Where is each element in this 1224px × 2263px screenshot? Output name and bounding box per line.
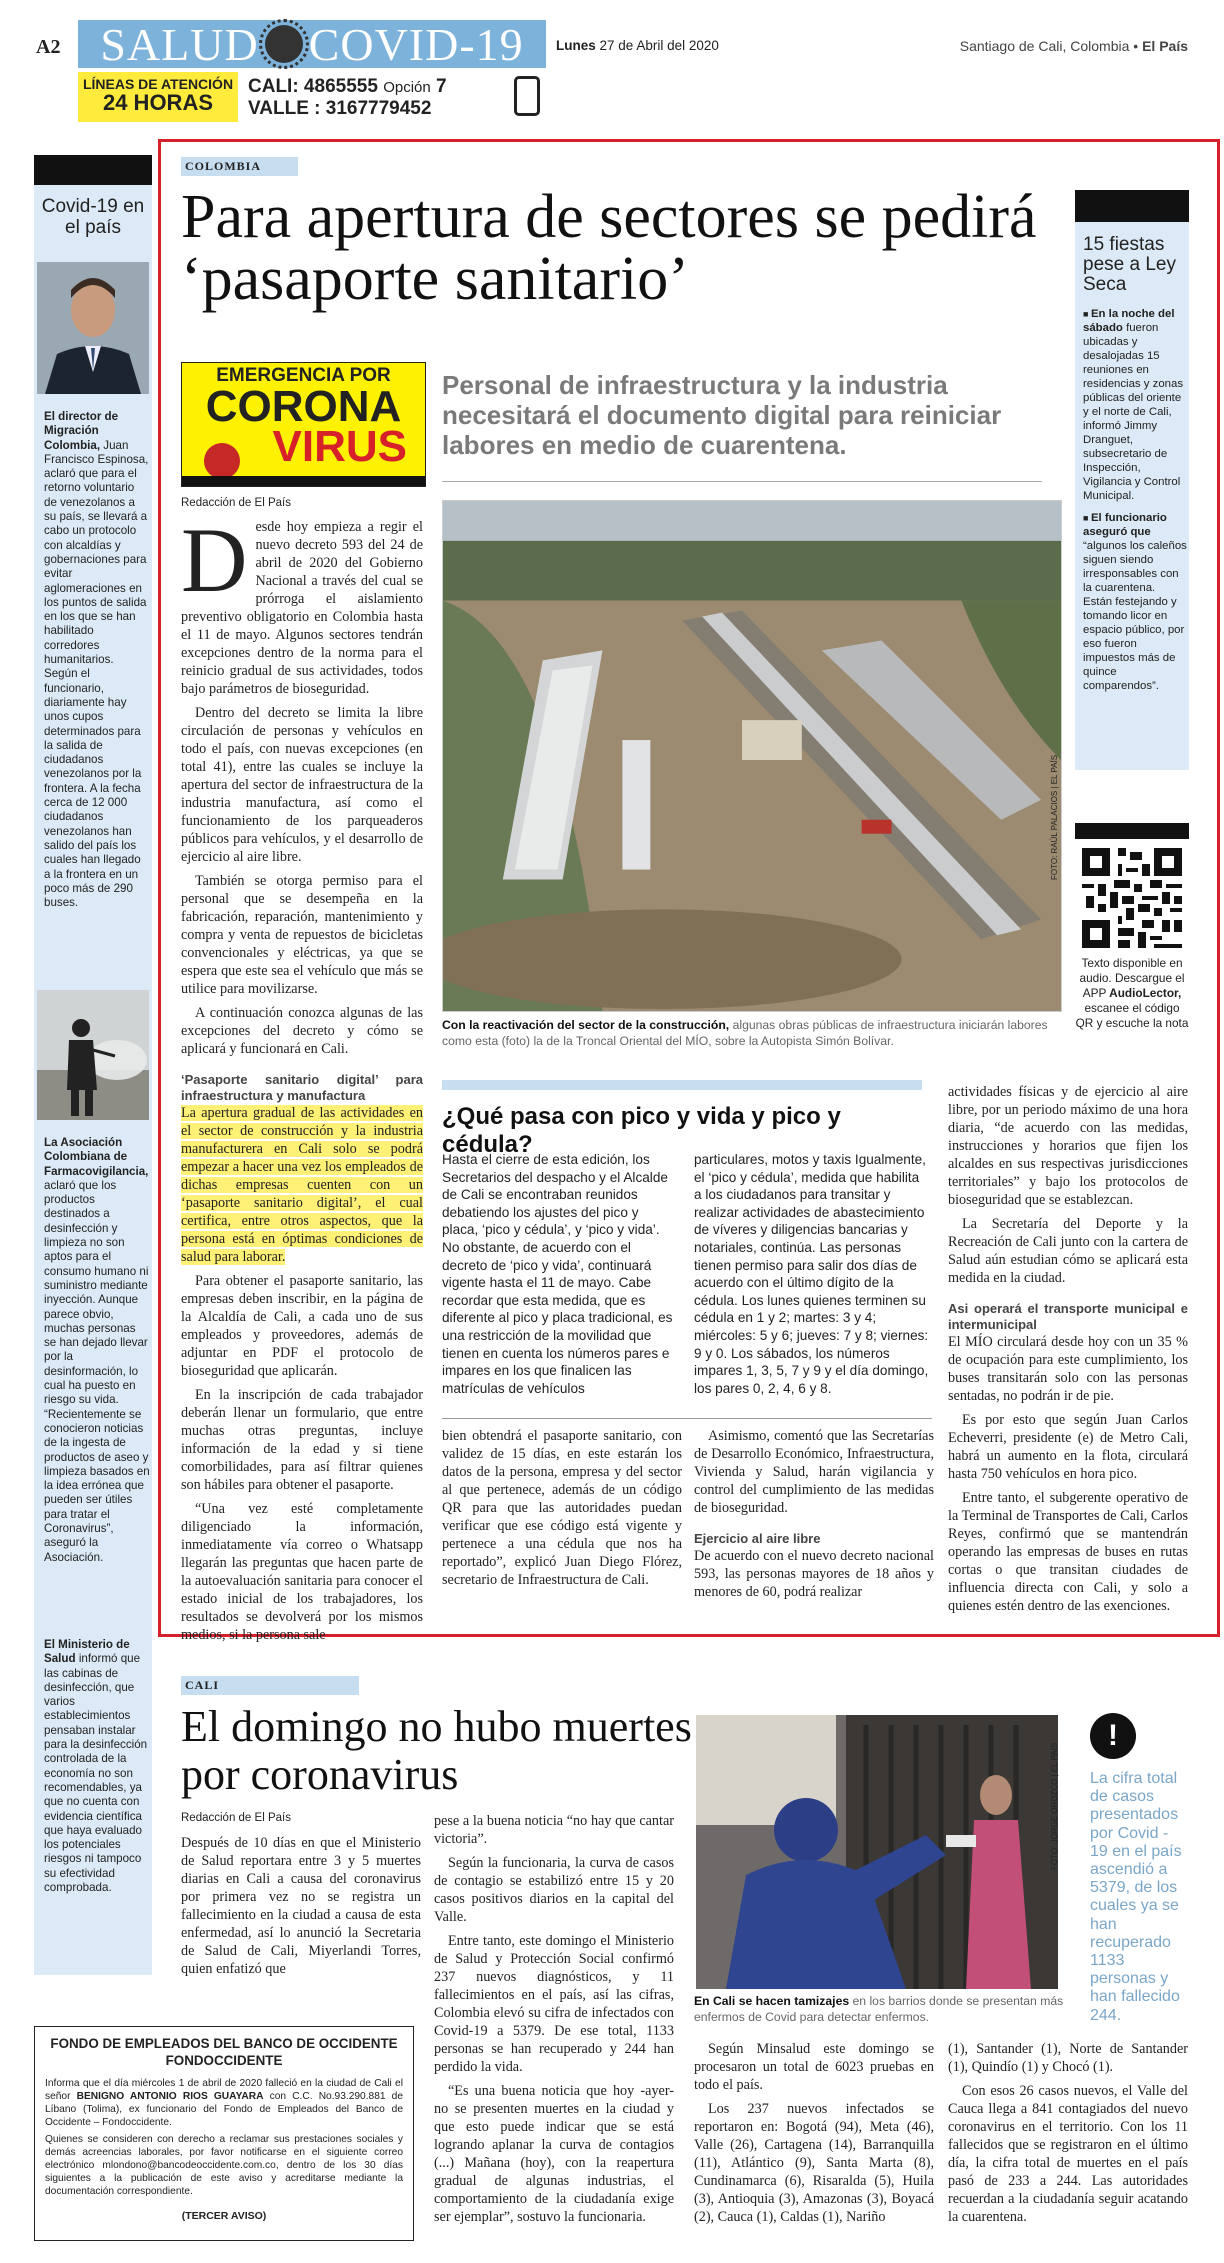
dateline: Lunes 27 de Abril del 2020	[556, 38, 719, 53]
byline: Redacción de El País	[181, 1812, 291, 1824]
sidebar-title: 15 fiestas pese a Ley Seca	[1083, 234, 1176, 295]
notice-footer: (TERCER AVISO)	[181, 2210, 267, 2222]
alert-text: La cifra total de casos presentados por Covid - 19 en el país ascendió a 5379, de los cuales ya se han recuperado 1133 personas y han fallecido 244.	[1090, 1770, 1182, 2024]
article-column-2: bien obtendrá el pasaporte sanitario, con validez de 15 días, en este estarán los datos de la persona, empresa y del sector al que pertenece, además de un código QR para que las autoridades puedan verificar que ese código está vigente y pertenece a una cédula que nos ha reportado”, explicó Juan Diego Flórez, secretario de Infraestructura de Cali.	[442, 1428, 682, 1588]
sidebar-title: Covid-19 en el país	[41, 196, 145, 238]
photo-credit: FOTO: RAÚL PALACIOS | EL PAÍS	[1050, 754, 1059, 880]
virus-icon	[204, 443, 240, 479]
article-column-2: pese a la buena noticia “no hay que cantar victoria”. Según la funcionaria, la curva de casos de contagio se estabilizó entre 15 y 20 casos positivos diarios en la capital del Valle. Entre tanto, este domingo el Ministerio de Salud y Protección Social confirmó 237 nuevos diagnósticos, y 11 fallecimientos en el país, así las cifras, Colombia elevó su cifra de infectados con Covid-19 a 5379. De ese total, 1133 personas se han recuperado y 244 han perdido la vida. “Es una buena noticia que hoy -ayer- no se presenten muertes en la ciudad y que esto puede indicar que se está logrando aplanar la curva de contagios (...) Mañana (hoy), con la reapertura gradual de algunas industrias, el comportamiento de la ciudadanía exige ser ejemplar”, sostuvo la funcionaria.	[434, 1813, 674, 2225]
location: Santiago de Cali, Colombia • El País	[959, 38, 1188, 54]
box-column-1: Hasta el cierre de esta edición, los Secretarios del despacho y el Alcalde de Cali se encontraban reunidos debatiendo los ajustes del pico y placa, ‘pico y cédula’, y ‘pico y vida’. No obstante, de acuerdo con el decreto de ‘pico y vida’, continuará vigente hasta el 11 de mayo. Cabe recordar que esta medida, que es diferente al pico y placa tradicional, es una restricción de la movilidad que tienen en cuenta los números pares e impares en los que finalicen las matrículas de vehículos	[442, 1152, 673, 1396]
banner-right: COVID-19	[308, 18, 524, 70]
alert-icon: !	[1090, 1713, 1136, 1759]
sidebar-item-3: El Ministerio de Salud informó que las cabinas de desinfección, que varios establecimientos pensaban instalar para la desinfección controlada de la economía no son recomendables, ya que no cuenta con evidencia científica que haya evaluado los potenciales riesgos ni tampoco su efectividad comprobada.	[44, 1638, 148, 1895]
hotline-cali: CALI: 4865555	[248, 76, 378, 97]
construction-photo	[442, 500, 1062, 1012]
divider	[442, 1418, 932, 1419]
hotline-box	[78, 72, 546, 122]
headline: Para apertura de sectores se pedirá ‘pasaporte sanitario’	[181, 183, 1037, 313]
sidebar-top-bar	[34, 155, 152, 185]
photo-caption: Con la reactivación del sector de la construcción, algunas obras públicas de infraestructura iniciarán labores como esta (foto) la de la Troncal Oriental del MÍO, sobre la Autopista Simón Bolívar.	[442, 1018, 1048, 1048]
qr-code-icon[interactable]	[1082, 848, 1182, 948]
article-column-1: Después de 10 días en que el Ministerio de Salud reportara entre 3 y 5 muertes diarias en Cali a causa del coronavirus por primera vez no se registra un fallecimiento en la ciudad a causa de esta enfermedad, así lo anunció la Secretaria de Salud de Cali, Miyerlandi Torres, quien enfatizó que	[181, 1835, 421, 1977]
headline: El domingo no hubo muertes por coronavirus	[181, 1702, 692, 1799]
box-top-bar	[442, 1080, 922, 1090]
hotline-numbers: CALI: 4865555 Opción 7 VALLE : 3167779452	[238, 72, 546, 122]
sidebar-item-2: La Asociación Colombiana de Farmacovigilancia, aclaró que los productos destinados a desinfección y limpieza no son aptos para el consumo humano ni suministro mediante inyección. Aunque parece obvio, muchas personas se han dejado llevar por la desinformación, lo cual ha puesto en riesgo su vida. “Recientemente se conocieron noticias de la ingesta de productos de aseo y limpieza basados en la idea errónea que pueden ser útiles para tratar el Coronavirus”, aseguró la Asociación.	[44, 1136, 150, 1564]
notice-box	[34, 2026, 414, 2241]
article-column-1: Desde hoy empieza a regir el nuevo decreto 593 del 24 de abril de 2020 del Gobierno Nacional a través del cual se prórroga el aislamiento preventivo obligatorio en Colombia hasta el 11 de mayo. Algunos sectores tendrán excepciones dentro de la norma para el reinicio gradual de sus actividades, todos bajo parámetros de bioseguridad. Dentro del decreto se limita la libre circulación de personas y vehículos en todo el país, con nuevas excepciones (en total 41), entre las cuales se incluye la apertura del sector de infraestructura de la industria manufactura, así como el funcionamiento de los parqueaderos públicos para vehículos, y el desarrollo de ejercicio al aire libre. También se otorga permiso para el personal que se desempeña en la fabricación, reparación, mantenimiento y compra y venta de repuestos de bicicletas convencionales y eléctricas, ya que se espera que este sea el vehículo que más se utilice para movilizarse. A continuación conozca algunas de las excepciones del decreto y cómo se aplicará y funcionará en Cali. ‘Pasaporte sanitario digital’ para infraestructura y manufactura La apertura gradual de las actividades en el sector de construcción y la industria manufacturera en Cali solo se podrá empezar a hacer una vez los empleados de dichas empresas cuenten con un ‘pasaporte sanitario digital’, el cual certifica, entre otros aspectos, que la persona está en óptimas condiciones de salud para laborar. Para obtener el pasaporte sanitario, las empresas deben inscribir, en la página de la Alcaldía de Cali, a cada uno de sus empleados y proveedores, además de adjuntar en PDF el protocolo de bioseguridad que aplicarán. En la inscripción de cada trabajador deberán llenar un formulario, que entre muchas otras preguntas, incluye información de la edad y si tiene comorbilidades, para así filtrar quienes son hábiles para obtener el pasaporte. “Una vez esté completamente diligenciado la información, inmediatamente vía correo o Whatsapp llegarán las preguntas que hacen parte de la autoevaluación sanitaria para conocer el estado inicial de los trabajadores, los resultados se devolverá por los mismos medios, si la persona sale	[181, 509, 423, 1643]
article-column-3: Según Minsalud este domingo se procesaron un total de 6023 pruebas en todo el país. Los 237 nuevos infectados se reportaron en: Bogotá (94), Meta (46), Valle (26), Cartagena (14), Barranquilla (11), Atlántico (9), Santa Marta (8), Cundinamarca (6), Risaralda (5), Huila (3), Antioquia (3), Amazonas (3), Boyacá (2), Cauca (1), Caldas (1), Nariño	[694, 2041, 934, 2225]
section-banner	[78, 20, 546, 68]
banner-left: SALUD	[100, 18, 259, 70]
sidebar-item-1: El director de Migración Colombia, Juan Francisco Espinosa, aclaró que para el retorno voluntario de venezolanos a su país, se llevará a cabo un protocolo con alcaldías y gobernaciones para evitar aglomeraciones en los puntos de salida en los que se han habilitado corredores humanitarios. Según el funcionario, diariamente hay unos cupos determinados para la salida de ciudadanos venezolanos por la frontera. A la fecha cerca de 12 000 ciudadanos venezolanos han salido del país los cuales han llegado a la frontera en un poco más de 290 buses.	[44, 410, 149, 910]
article-column-4: actividades físicas y de ejercicio al aire libre, por un periodo máximo de una hora diaria, “de acuerdo con las medidas, instrucciones y horarios que fijen los alcaldes en sus respectivas jurisdicciones territoriales” y bajo los protocolos de bioseguridad que se establezcan. La Secretaría del Deporte y la Recreación de Cali junto con la cartera de Salud aún estudian cómo se aplicará esta medida en la ciudad. Asi operará el transporte municipal e intermunicipal El MÍO circulará desde hoy con un 35 % de ocupación para este cumplimiento, los buses transitarán solo con las personas sentadas, no podrán ir de pie. Es por esto que según Juan Carlos Echeverri, presidente (e) de Metro Cali, habrá un aumento en la flota, circulará hasta 750 vehículos en hora pico. Entre tanto, el subgerente operativo de la Terminal de Transportes de Cali, Carlos Reyes, confirmó que se mantendrán operando las empresas de buses en rutas cortas o que transitan ciudades de influencia directa con Cali, y solo a quienes estén dentro de las exenciones.	[948, 1084, 1188, 1614]
subheading: ‘Pasaporte sanitario digital’ para infraestructura y manufactura	[181, 1072, 423, 1103]
page-number: A2	[36, 36, 61, 58]
subhead: Personal de infraestructura y la industria necesitará el documento digital para reiniciar labores en medio de cuarentena.	[442, 370, 1002, 460]
qr-top-bar	[1075, 823, 1189, 839]
subheading: Ejercicio al aire libre	[694, 1531, 821, 1546]
section-tag: COLOMBIA	[181, 157, 298, 176]
photo-credit: FOTO: JORGE OROZCO | EL PAÍS	[1050, 1742, 1059, 1870]
article-column-4: (1), Santander (1), Norte de Santander (1), Quindío (1) y Chocó (1). Con esos 26 casos nuevos, el Valle del Cauca llega a 841 contagiados del nuevo coronavirus en el territorio. Con los 11 fallecidos que se registraron en el último día, la cifra total de muertes en el país pasó de 233 a 244. Las autoridades recuerdan a la ciudadanía seguir acatando la cuarentena.	[948, 2041, 1188, 2225]
phone-icon	[514, 76, 540, 116]
notice-title: FONDO DE EMPLEADOS DEL BANCO DE OCCIDENTE FONDOCCIDENTE	[50, 2036, 398, 2068]
box-headline: ¿Qué pasa con pico y vida y pico y cédula?	[442, 1103, 841, 1158]
testing-photo	[696, 1715, 1058, 1989]
fumigation-photo	[37, 990, 149, 1120]
qr-instructions: Texto disponible en audio. Descargue el APP AudioLector, escanee el código QR y escuche la nota	[1075, 956, 1189, 1030]
highlighted-text: La apertura gradual de las actividades en el sector de construcción y la industria manufacturera en Cali solo se podrá empezar a hacer una vez los empleados de dichas empresas cuenten con un ‘pasaporte sanitario digital’, el cual certifica, entre otros aspectos, que la persona está en óptimas condiciones de salud para laborar.	[181, 1105, 423, 1265]
hotline-label: LÍNEAS DE ATENCIÓN 24 HORAS	[78, 72, 238, 122]
divider	[442, 481, 1042, 482]
sidebar-text: ■ En la noche del sábado fueron ubicadas y desalojadas 15 reuniones en residencias y zonas públicas del oriente y el norte de Cali, informó Jimmy Dranguet, subsecretario de Inspección, Vigilancia y Control Municipal. ■ El funcionario aseguró que “algunos los caleños siguen siendo irresponsables con la cuarentena. Están festejando y tomando licor en espacio público, por eso fueron impuestos más de quince comparendos”.	[1083, 307, 1187, 699]
byline: Redacción de El País	[181, 497, 291, 509]
emergency-logo: EMERGENCIA POR CORONA VIRUS	[181, 362, 426, 487]
drop-cap: D	[181, 509, 248, 611]
subheading: Asi operará el transporte municipal e intermunicipal	[948, 1301, 1188, 1332]
box-column-2: particulares, motos y taxis Igualmente, el ‘pico y cédula’, medida que habilita a los ciudadanos para transitar y realizar actividades de abastecimiento de víveres y diligencias bancarias y notariales, continúa. Las personas tienen permiso para salir dos días de acuerdo con el último dígito de la cédula. Los lunes quienes terminen su cédula en 1 y 2; martes: 3 y 4; miércoles: 5 y 6; jueves: 7 y 8; viernes: 9 y 0. Los sábados, los números impares 1, 3, 5, 7 y 9 y el día domingo, los pares 0, 2, 4, 6 y 8.	[694, 1152, 929, 1396]
director-portrait	[37, 262, 149, 394]
photo-caption: En Cali se hacen tamizajes en los barrios donde se presentan más enfermos de Covid para detectar enfermos.	[694, 1994, 1064, 2024]
section-tag: CALI	[181, 1676, 359, 1695]
notice-body: Informa que el día miércoles 1 de abril de 2020 falleció en la ciudad de Cali el señor BENIGNO ANTONIO RIOS GUAYARA con C.C. No.93.290.881 de Líbano (Tolima), ex funcionario del Fondo de Empleados del Banco de Occidente – Fondoccidente. Quienes se consideren con derecho a reclamar sus prestaciones sociales y demás acreencias laborales, por favor notificarse en el siguiente correo electrónico mlondono@bancodeoccidente.com.co, dentro de los 30 días siguientes a la publicación de este aviso y acreditarse mediante la documentación correspondiente.	[45, 2078, 403, 2197]
hotline-valle: VALLE : 3167779452	[248, 98, 432, 119]
sidebar-top-bar	[1075, 190, 1189, 222]
article-column-3: Asimismo, comentó que las Secretarías de Desarrollo Económico, Infraestructura, Vivienda y Salud, harán vigilancia y control del cumplimiento de las medidas de bioseguridad. Ejercicio al aire libre De acuerdo con el nuevo decreto nacional 593, las personas mayores de 18 años y menores de 60, podrá realizar	[694, 1428, 934, 1600]
virus-icon	[265, 25, 303, 63]
